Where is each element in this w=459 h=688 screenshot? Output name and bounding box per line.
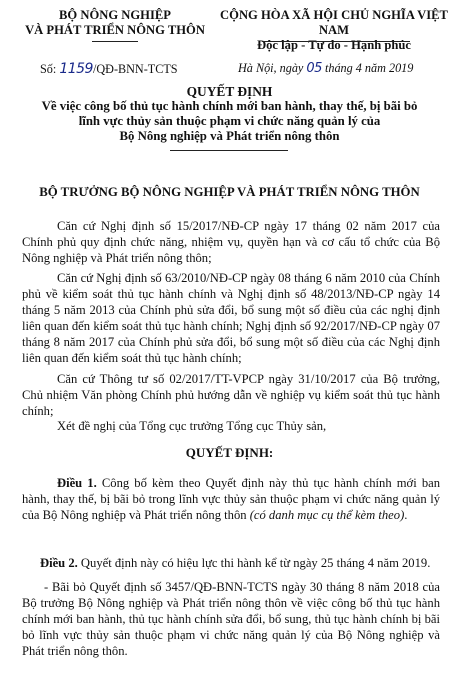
- basis-paragraph-2: Căn cứ Nghị định số 63/2010/NĐ-CP ngày 08 tháng 6 năm 2010 của Chính phủ về kiểm soát thủ tục hành chính và Nghị định số 48/2013/NĐ-CP ngày 14 tháng 5 năm 2013 của Chính phủ sửa đổi, bổ sung một số điều của các nghị định liên quan đến kiểm soát thủ tục hành chính; Nghị định số 92/2017/NĐ-CP ngày 07 tháng 8 năm 2017 của Chính phủ sửa đổi, bổ sung một số điều của các Nghị định liên quan đến kiểm soát thủ tục hành chính;: [22, 271, 440, 365]
- subject-line-2: lĩnh vực thủy sản thuộc phạm vi chức năng quản lý của: [78, 114, 381, 128]
- article-1: [22, 475, 440, 523]
- date-prefix: Hà Nội, ngày: [238, 61, 304, 75]
- article-2-label: Điều 2.: [40, 556, 78, 570]
- motto-underline: [262, 41, 410, 42]
- country-name: CỘNG HÒA XÃ HỘI CHỦ NGHĨA VIỆT NAM: [220, 8, 448, 37]
- subject-line-3: Bộ Nông nghiệp và Phát triển nông thôn: [119, 129, 340, 143]
- date-suffix: tháng 4 năm 2019: [324, 61, 414, 75]
- article-2-text: Quyết định này có hiệu lực thi hành kể từ ngày 25 tháng 4 năm 2019.: [77, 556, 431, 570]
- decision-heading: QUYẾT ĐỊNH:: [185, 445, 274, 460]
- article-1-label: Điều 1.: [57, 476, 97, 490]
- article-1-end: .: [404, 508, 408, 522]
- national-header: [214, 8, 454, 53]
- issuing-agency: [22, 8, 208, 38]
- basis-paragraph-4: Xét đề nghị của Tổng cục trưởng Tổng cục Thủy sản,: [57, 419, 327, 433]
- article-1-text: Công bố kèm theo Quyết định này thủ tục hành chính mới ban hành, thay thế, bị bãi bỏ trong lĩnh vực thủy sản thuộc phạm vi chức năng quản lý của Bộ Nông nghiệp và Phát triển nông thôn: [22, 476, 441, 522]
- date-day-handwritten: 05: [306, 61, 322, 76]
- doc-number-prefix: Số:: [40, 62, 57, 76]
- article-1-note: (có danh mục cụ thể kèm theo): [249, 508, 405, 522]
- subject-underline: [170, 150, 288, 151]
- national-motto: Độc lập - Tự do - Hạnh phúc: [257, 38, 411, 52]
- doc-number-suffix: /QĐ-BNN-TCTS: [92, 62, 178, 76]
- basis-paragraph-3: Căn cứ Thông tư số 02/2017/TT-VPCP ngày 31/10/2017 của Bộ trưởng, Chủ nhiệm Văn phòng Chính phủ hướng dẫn về nghiệp vụ kiểm soát thủ tục hành chính;: [22, 372, 440, 418]
- agency-line-2: VÀ PHÁT TRIỂN NÔNG THÔN: [25, 23, 205, 37]
- issuing-authority: BỘ TRƯỞNG BỘ NÔNG NGHIỆP VÀ PHÁT TRIỂN NÔNG THÔN: [39, 185, 420, 199]
- document-number: [40, 61, 178, 77]
- abolish-paragraph: - Bãi bỏ Quyết định số 3457/QĐ-BNN-TCTS ngày 30 tháng 8 năm 2018 của Bộ trưởng Bộ Nông nghiệp và Phát triển nông thôn về việc công bố thủ tục hành chính mới ban hành, thủ tục hành chính sửa đổi, bổ sung, thủ tục hành chính bị bãi bỏ lĩnh vực thủy sản thuộc phạm vi chức năng quản lý của Bộ Nông nghiệp và Phát triển nông thôn.: [22, 580, 440, 658]
- subject-line-1: Về việc công bố thủ tục hành chính mới ban hành, thay thế, bị bãi bỏ: [41, 99, 418, 113]
- issue-date: [238, 61, 413, 76]
- basis-paragraph-1: Căn cứ Nghị định số 15/2017/NĐ-CP ngày 17 tháng 02 năm 2017 của Chính phủ quy định chức năng, nhiệm vụ, quyền hạn và cơ cấu tổ chức của Bộ Nông nghiệp và Phát triển nông thôn;: [22, 219, 440, 265]
- document-subject: [28, 99, 431, 144]
- document-title: QUYẾT ĐỊNH: [186, 84, 273, 99]
- agency-line-1: BỘ NÔNG NGHIỆP: [59, 8, 171, 22]
- article-2: [22, 555, 440, 571]
- doc-number-handwritten: 1159: [59, 61, 93, 77]
- agency-underline: [92, 41, 138, 42]
